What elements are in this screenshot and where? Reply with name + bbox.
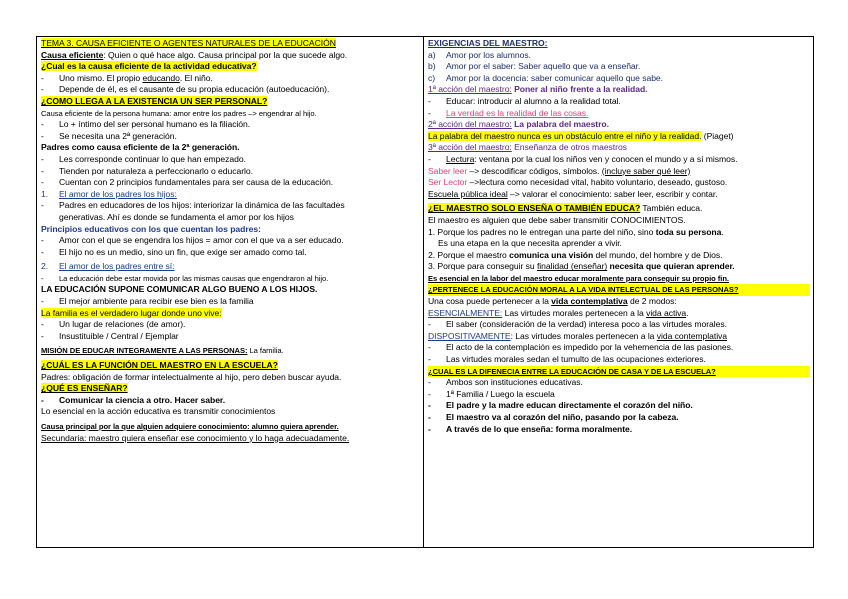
question-ensena-educa: ¿EL MAESTRO SOLO ENSEÑA O TAMBIÉN EDUCA? xyxy=(428,203,641,214)
list-item: 1ª Familia / Luego la escuela xyxy=(446,388,555,399)
left-column: TEMA 3. CAUSA EFICIENTE O AGENTES NATURALES DE LA EDUCACIÓN Causa eficiente: Quien o qué hace algo. Causa principal por la que sucede algo. ¿Cual es la causa eficiente de la actividad educativa? - Uno mismo. El propio educando. El niño. - Depende de él, es el causante de su propia educación (autoeducación). ¿COMO LLEGA A LA EXISTENCIA UN SER PERSONAL? Causa eficiente de la persona humana: amor entre los padres –> engendrar al hijo. - Lo + íntimo del ser personal humano es la filiación. - Se necesita una 2ª generación. Padres como causa eficiente de la 2ª generación. - Les corresponde continuar lo que han empezado. - Tienden por naturaleza a perfeccionarlo o educarlo. - Cuentan con 2 principios fundamentales para ser causa de la educación. 1. El amor de los padres los hijos: - Padres en educadores de los hijos: interiorizar la dinámica de las facultades generativas. Ahí es donde se fundamenta el amor por los hijos Principios educativos con los que cuentan los padres: - Amor con el que se engendra los hijos = amor con el que va a ser educado. - El hijo no es un medio, sino un fin, que exige ser amado como tal. 2. El amor de los padres entre sí: - La educación debe estar movida por las mismas causas que engendraron al hijo. LA EDUCACIÓN SUPONE COMUNICAR ALGO BUENO A LOS HIJOS. - El mejor ambiente para recibir ese bien es la familia La familia es el verdadero lugar donde uno vive: - Un lugar de relaciones (de amor). - Insustituible / Central / Ejemplar MISIÓN DE EDUCAR INTEGRAMENTE A LAS PERSONAS: La familia. ¿CUÁL ES LA FUNCIÓN DEL MAESTRO EN LA ESCUELA? Padres: obligación de formar intelectualmente al hijo, pero deben buscar ayuda. ¿QUÉ ES ENSEÑAR? - Comunicar la ciencia a otro. Hacer saber. Lo esencial en la acción educativa es transmitir conocimientos Causa principal por la que alguien adquiere conocimiento: alumno quiera aprender. Secundaria: maestro quiera enseñar ese conocimiento y lo haga adecuadamente. xyxy=(37,37,424,547)
number-1: 1. xyxy=(41,188,49,199)
list-item: Cuentan con 2 principios fundamentales para ser causa de la educación. xyxy=(59,177,334,188)
amor-entre-si-heading: El amor de los padres entre sí: xyxy=(59,261,175,272)
esencialmente-label: ESENCIALMENTE: xyxy=(428,307,503,318)
paragraph-end: de 2 modos: xyxy=(627,296,677,307)
list-item: A través de lo que enseña: forma moralmente. xyxy=(446,423,633,434)
list-item: El saber (consideración de la verdad) interesa poco a las virtudes morales. xyxy=(446,319,727,330)
escuela-label: Escuela pública ideal xyxy=(428,188,508,199)
causa-principal-line: Causa principal por la que alguien adquiere conocimiento: alumno quiera aprender. xyxy=(41,422,339,431)
reason-1-bold: toda su persona xyxy=(655,226,722,237)
right-column: EXIGENCIAS DEL MAESTRO: a) Amor por los alumnos. b) Amor por el saber: Saber aquello que va a enseñar. c) Amor por la docencia: saber comunicar aquello que sabe. 1ª acción del maestro: Poner al niño frente a la realidad. - Educar: introducir al alumno a la realidad total. - La verdad es la realidad de las cosas. 2ª acción del maestro: La palabra del maestro. La palabra del maestro nunca es un obstáculo entre el niño y la realidad. (Piaget) 3ª acción del maestro: Enseñanza de otros maestros - Lectura: ventana por la cual los niños ven y conocen el mundo y a sí mismos. Saber leer –> descodificar códigos, símbolos. (incluye saber qué leer) Ser Lector –>lectura como necesidad vital, habito voluntario, deseado, gustoso. Escuela pública ideal –> valorar el conocimiento: saber leer, escribir y contar. ¿EL MAESTRO SOLO ENSEÑA O TAMBIÉN EDUCA? También educa. El maestro es alguien que debe saber transmitir CONOCIMIENTOS. 1. Porque los padres no le entregan una parte del niño, sino toda su persona. Es una etapa en la que necesita aprender a vivir. 2. Porque el maestro comunica una visión del mundo, del hombre y de Dios. 3. Porque para conseguir su finalidad (enseñar) necesita que quieran aprender. Es esencial en la labor del maestro educar moralmente para conseguir su propio fin. ¿PERTENECE LA EDUCACIÓN MORAL A LA VIDA INTELECTUAL DE LAS PERSONAS? Una cosa puede pertenecer a la vida contemplativa de 2 modos: ESENCIALMENTE: Las virtudes morales pertenecen a la vida activa. - El saber (consideración de la verdad) interesa poco a las virtudes morales. DISPOSITIVAMENTE: Las virtudes morales pertenecen a la vida contemplativa - El acto de la contemplación es impedido por la vehemencia de las pasiones. - Las virtudes morales sedan el tumulto de las ocupaciones exteriores. ¿CUAL ES LA DIFENECIA ENTRE LA EDUCACIÓN DE CASA Y DE LA ESCUELA? - Ambos son instituciones educativas. - 1ª Familia / Luego la escuela - El padre y la madre educan directamente el corazón del niño. - El maestro va al corazón del niño, pasando por la cabeza. - A través de lo que enseña: forma moralmente. xyxy=(424,37,813,547)
exigencias-heading: EXIGENCIAS DEL MAESTRO: xyxy=(428,38,548,48)
list-item: Un lugar de relaciones (de amor). xyxy=(59,319,186,330)
dispositivamente-text: : Las virtudes morales pertenecen a la xyxy=(510,330,657,341)
list-item: Les corresponde continuar lo que han empezado. xyxy=(59,153,246,164)
highlight-line: La palabra del maestro nunca es un obstáculo entre el niño y la realidad. xyxy=(428,130,702,141)
reason-1: 1. Porque los padres no le entregan una parte del niño, sino xyxy=(428,226,656,237)
comunicar-heading: LA EDUCACIÓN SUPONE COMUNICAR ALGO BUENO A LOS HIJOS. xyxy=(41,284,318,295)
ser-lector-label: Ser Lector xyxy=(428,177,468,188)
saber-leer-note: (incluye saber qué leer) xyxy=(601,165,691,176)
accion-3-label: 3ª acción del maestro: xyxy=(428,142,512,153)
question-existencia: ¿COMO LLEGA A LA EXISTENCIA UN SER PERSONAL? xyxy=(41,95,268,106)
reason-3-underline: finalidad (enseñar) xyxy=(536,261,608,272)
list-item: El acto de la contemplación es impedido por la vehemencia de las pasiones. xyxy=(446,342,734,353)
list-item-cont: generativas. Ahí es donde se fundamenta el amor por los hijos xyxy=(59,211,294,222)
accion-1-label: 1ª acción del maestro: xyxy=(428,84,512,95)
piaget-ref: (Piaget) xyxy=(701,130,734,141)
left-title: TEMA 3. CAUSA EFICIENTE O AGENTES NATURALES DE LA EDUCACIÓN xyxy=(41,38,336,48)
note-line: Causa eficiente de la persona humana: amor entre los padres –> engendrar al hijo. xyxy=(41,108,317,118)
paragraph: Padres: obligación de formar intelectualmente al hijo, pero deben buscar ayuda. xyxy=(41,371,342,382)
list-item: Comunicar la ciencia a otro. Hacer saber. xyxy=(59,394,226,405)
notes-table xyxy=(36,36,814,548)
lectura-label: Lectura xyxy=(446,153,475,164)
escuela-text: –> valorar el conocimiento: saber leer, escribir y contar. xyxy=(507,188,718,199)
reason-3: 3. Porque para conseguir su xyxy=(428,261,537,272)
educando-term: educando xyxy=(142,72,180,83)
reason-2: 2. Porque el maestro xyxy=(428,249,510,260)
secundaria-line: Secundaria: maestro quiera enseñar ese conocimiento y lo haga adecuadamente. xyxy=(41,432,350,443)
ser-lector-text: –>lectura como necesidad vital, habito voluntario, deseado, gustoso. xyxy=(467,177,728,188)
list-item: Depende de él, es el causante de su propia educación (autoeducación). xyxy=(59,84,330,95)
padres-heading: Padres como causa eficiente de la 2ª generación. xyxy=(41,142,240,153)
esencial-line: Es esencial en la labor del maestro educar moralmente para conseguir su propio fin. xyxy=(428,273,729,283)
list-item: Amor por el saber: Saber aquello que va a enseñar. xyxy=(446,61,641,72)
mision-heading: MISIÓN DE EDUCAR INTEGRAMENTE A LAS PERSONAS: xyxy=(41,346,248,356)
causa-eficiente-text: : Quien o qué hace algo. Causa principal por la que sucede algo. xyxy=(103,49,348,60)
question-ensenar: ¿QUÉ ES ENSEÑAR? xyxy=(41,383,128,394)
list-item: La verdad es la realidad de las cosas. xyxy=(446,107,589,118)
reason-2-end: del mundo, del hombre y de Dios. xyxy=(593,249,723,260)
list-item: Uno mismo. El propio xyxy=(59,72,143,83)
accion-3-text: Enseñanza de otros maestros xyxy=(511,142,627,153)
list-item: La educación debe estar movida por las mismas causas que engendraron al hijo. xyxy=(59,273,329,283)
list-item: El padre y la madre educan directamente el corazón del niño. xyxy=(446,400,693,411)
saber-leer-label: Saber leer xyxy=(428,165,468,176)
vida-contemplativa-term: vida contemplativa xyxy=(551,296,628,307)
list-item: Amor con el que se engendra los hijos = amor con el que va a ser educado. xyxy=(59,235,344,246)
paragraph: Una cosa puede pertenecer a la xyxy=(428,296,552,307)
reason-3-end: necesita que quieran aprender. xyxy=(607,261,735,272)
accion-2-label: 2ª acción del maestro: xyxy=(428,119,512,130)
list-item: Educar: introducir al alumno a la realidad total. xyxy=(446,95,621,106)
list-item: El maestro va al corazón del niño, pasando por la cabeza. xyxy=(446,412,679,422)
list-item: Insustituible / Central / Ejemplar xyxy=(59,330,179,341)
list-item-tail: . El niño. xyxy=(179,72,213,83)
vida-activa-term: vida activa xyxy=(646,307,687,318)
principios-heading: Principios educativos con los que cuentan los padres: xyxy=(41,223,261,234)
paragraph: El maestro es alguien que debe saber transmitir CONOCIMIENTOS. xyxy=(428,214,686,225)
dispositivamente-label: DISPOSITIVAMENTE xyxy=(428,330,511,341)
causa-eficiente-label: Causa eficiente xyxy=(41,49,104,60)
esencialmente-text: Las virtudes morales pertenecen a la xyxy=(502,307,647,318)
list-item: Ambos son instituciones educativas. xyxy=(446,377,583,388)
accion-1-text: Poner al niño frente a la realidad. xyxy=(511,84,648,95)
list-item: Amor por los alumnos. xyxy=(446,49,531,60)
paragraph: Lo esencial en la acción educativa es transmitir conocimientos xyxy=(41,406,276,417)
list-item: Padres en educadores de los hijos: interiorizar la dinámica de las facultades xyxy=(59,200,345,211)
question-educacion-moral: ¿PERTENECE LA EDUCACIÓN MORAL A LA VIDA INTELECTUAL DE LAS PERSONAS? xyxy=(428,285,739,295)
accion-2-text: La palabra del maestro. xyxy=(511,119,609,130)
lectura-text: : ventana por la cual los niños ven y conocen el mundo y a sí mismos. xyxy=(474,153,738,164)
amor-hijos-heading: El amor de los padres los hijos: xyxy=(59,188,177,199)
item-letter: a) xyxy=(428,49,436,60)
list-item: El mejor ambiente para recibir ese bien es la familia xyxy=(59,296,254,307)
saber-leer-text: –> descodificar códigos, símbolos. xyxy=(467,165,602,176)
reason-1-cont: Es una etapa en la que necesita aprender a vivir. xyxy=(438,238,622,249)
item-letter: b) xyxy=(428,61,436,72)
familia-heading: La familia es el verdadero lugar donde uno vive: xyxy=(41,307,222,318)
mision-text: La familia. xyxy=(247,346,284,356)
list-item: Tienden por naturaleza a perfeccionarlo o educarlo. xyxy=(59,165,253,176)
item-letter: c) xyxy=(428,72,436,83)
reason-1-end: . xyxy=(721,226,724,237)
list-item: Lo + íntimo del ser personal humano es la filiación. xyxy=(59,119,251,130)
answer-text: También educa. xyxy=(640,203,703,214)
period: . xyxy=(686,307,689,318)
vida-contemplativa-term-2: vida contemplativa xyxy=(656,330,728,341)
question-causa: ¿Cual es la causa eficiente de la actividad educativa? xyxy=(41,61,257,72)
list-item: Las virtudes morales sedan el tumulto de las ocupaciones exteriores. xyxy=(446,354,706,365)
list-item: Se necesita una 2ª generación. xyxy=(59,130,177,141)
list-item: Amor por la docencia: saber comunicar aquello que sabe. xyxy=(446,72,663,83)
question-diferencia: ¿CUAL ES LA DIFENECIA ENTRE LA EDUCACIÓN DE CASA Y DE LA ESCUELA? xyxy=(428,366,716,376)
number-2: 2. xyxy=(41,261,49,272)
list-item: El hijo no es un medio, sino un fin, que exige ser amado como tal. xyxy=(59,246,307,257)
question-funcion-maestro: ¿CUÁL ES LA FUNCIÓN DEL MAESTRO EN LA ESCUELA? xyxy=(41,360,278,371)
reason-2-bold: comunica una visión xyxy=(509,249,594,260)
